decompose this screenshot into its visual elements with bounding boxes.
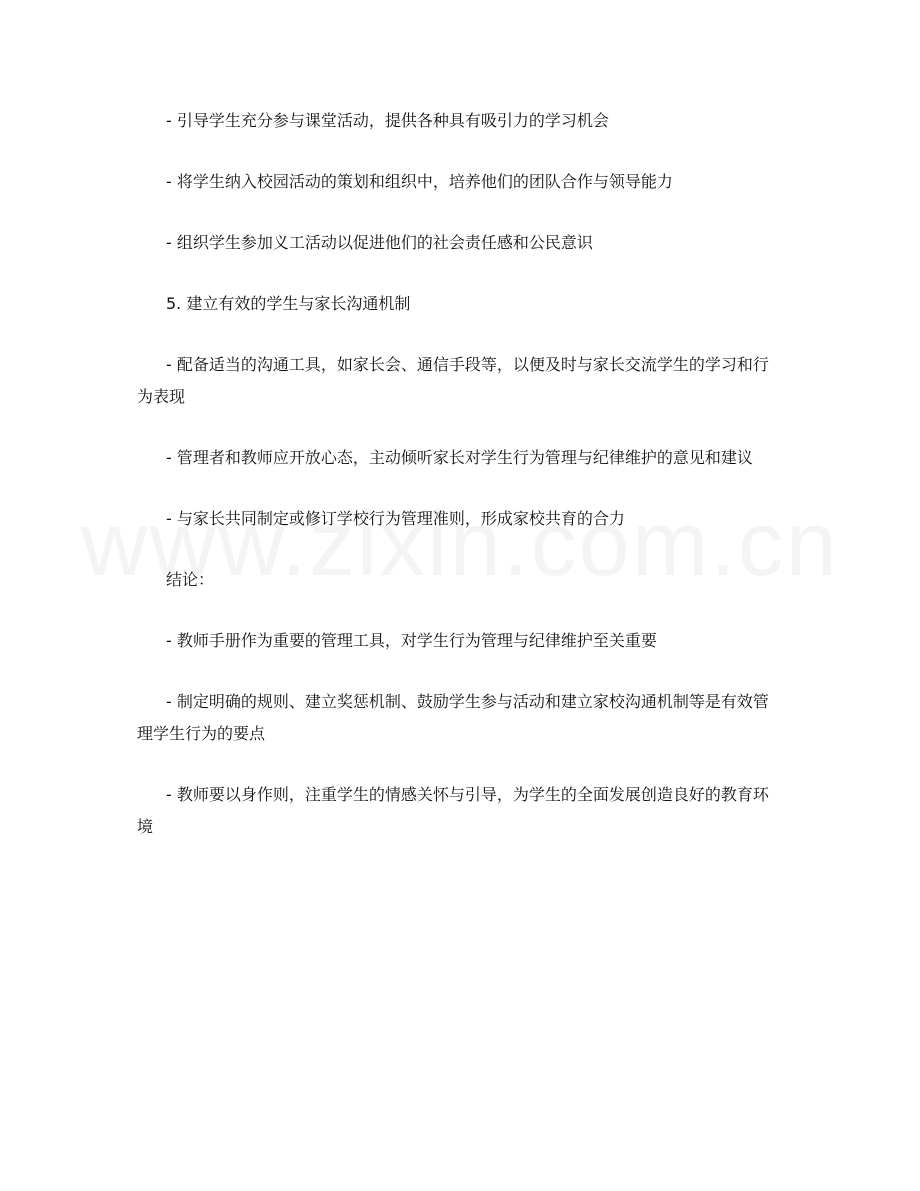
bullet-lead-by-example: - 教师要以身作则，注重学生的情感关怀与引导，为学生的全面发展创造良好的教育环境 (137, 785, 769, 836)
bullet-key-points: - 制定明确的规则、建立奖惩机制、鼓励学生参与活动和建立家校沟通机制等是有效管理学生行为的要点 (137, 692, 769, 743)
bullet-classroom-activities: - 引导学生充分参与课堂活动，提供各种具有吸引力的学习机会 (166, 111, 609, 130)
bullet-joint-guidelines: - 与家长共同制定或修订学校行为管理准则，形成家校共育的合力 (166, 509, 625, 528)
bullet-communication-tools: - 配备适当的沟通工具，如家长会、通信手段等，以便及时与家长交流学生的学习和行为表现 (137, 355, 769, 406)
bullet-campus-activities: - 将学生纳入校园活动的策划和组织中，培养他们的团队合作与领导能力 (166, 172, 673, 191)
bullet-teacher-handbook: - 教师手册作为重要的管理工具，对学生行为管理与纪律维护至关重要 (166, 631, 657, 650)
bullet-volunteer-activities: - 组织学生参加义工活动以促进他们的社会责任感和公民意识 (166, 233, 593, 252)
conclusion-heading: 结论： (166, 570, 215, 589)
document-body (137, 105, 782, 872)
bullet-open-mindset: - 管理者和教师应开放心态，主动倾听家长对学生行为管理与纪律维护的意见和建议 (166, 448, 753, 467)
section-heading-communication: 5. 建立有效的学生与家长沟通机制 (166, 294, 411, 313)
